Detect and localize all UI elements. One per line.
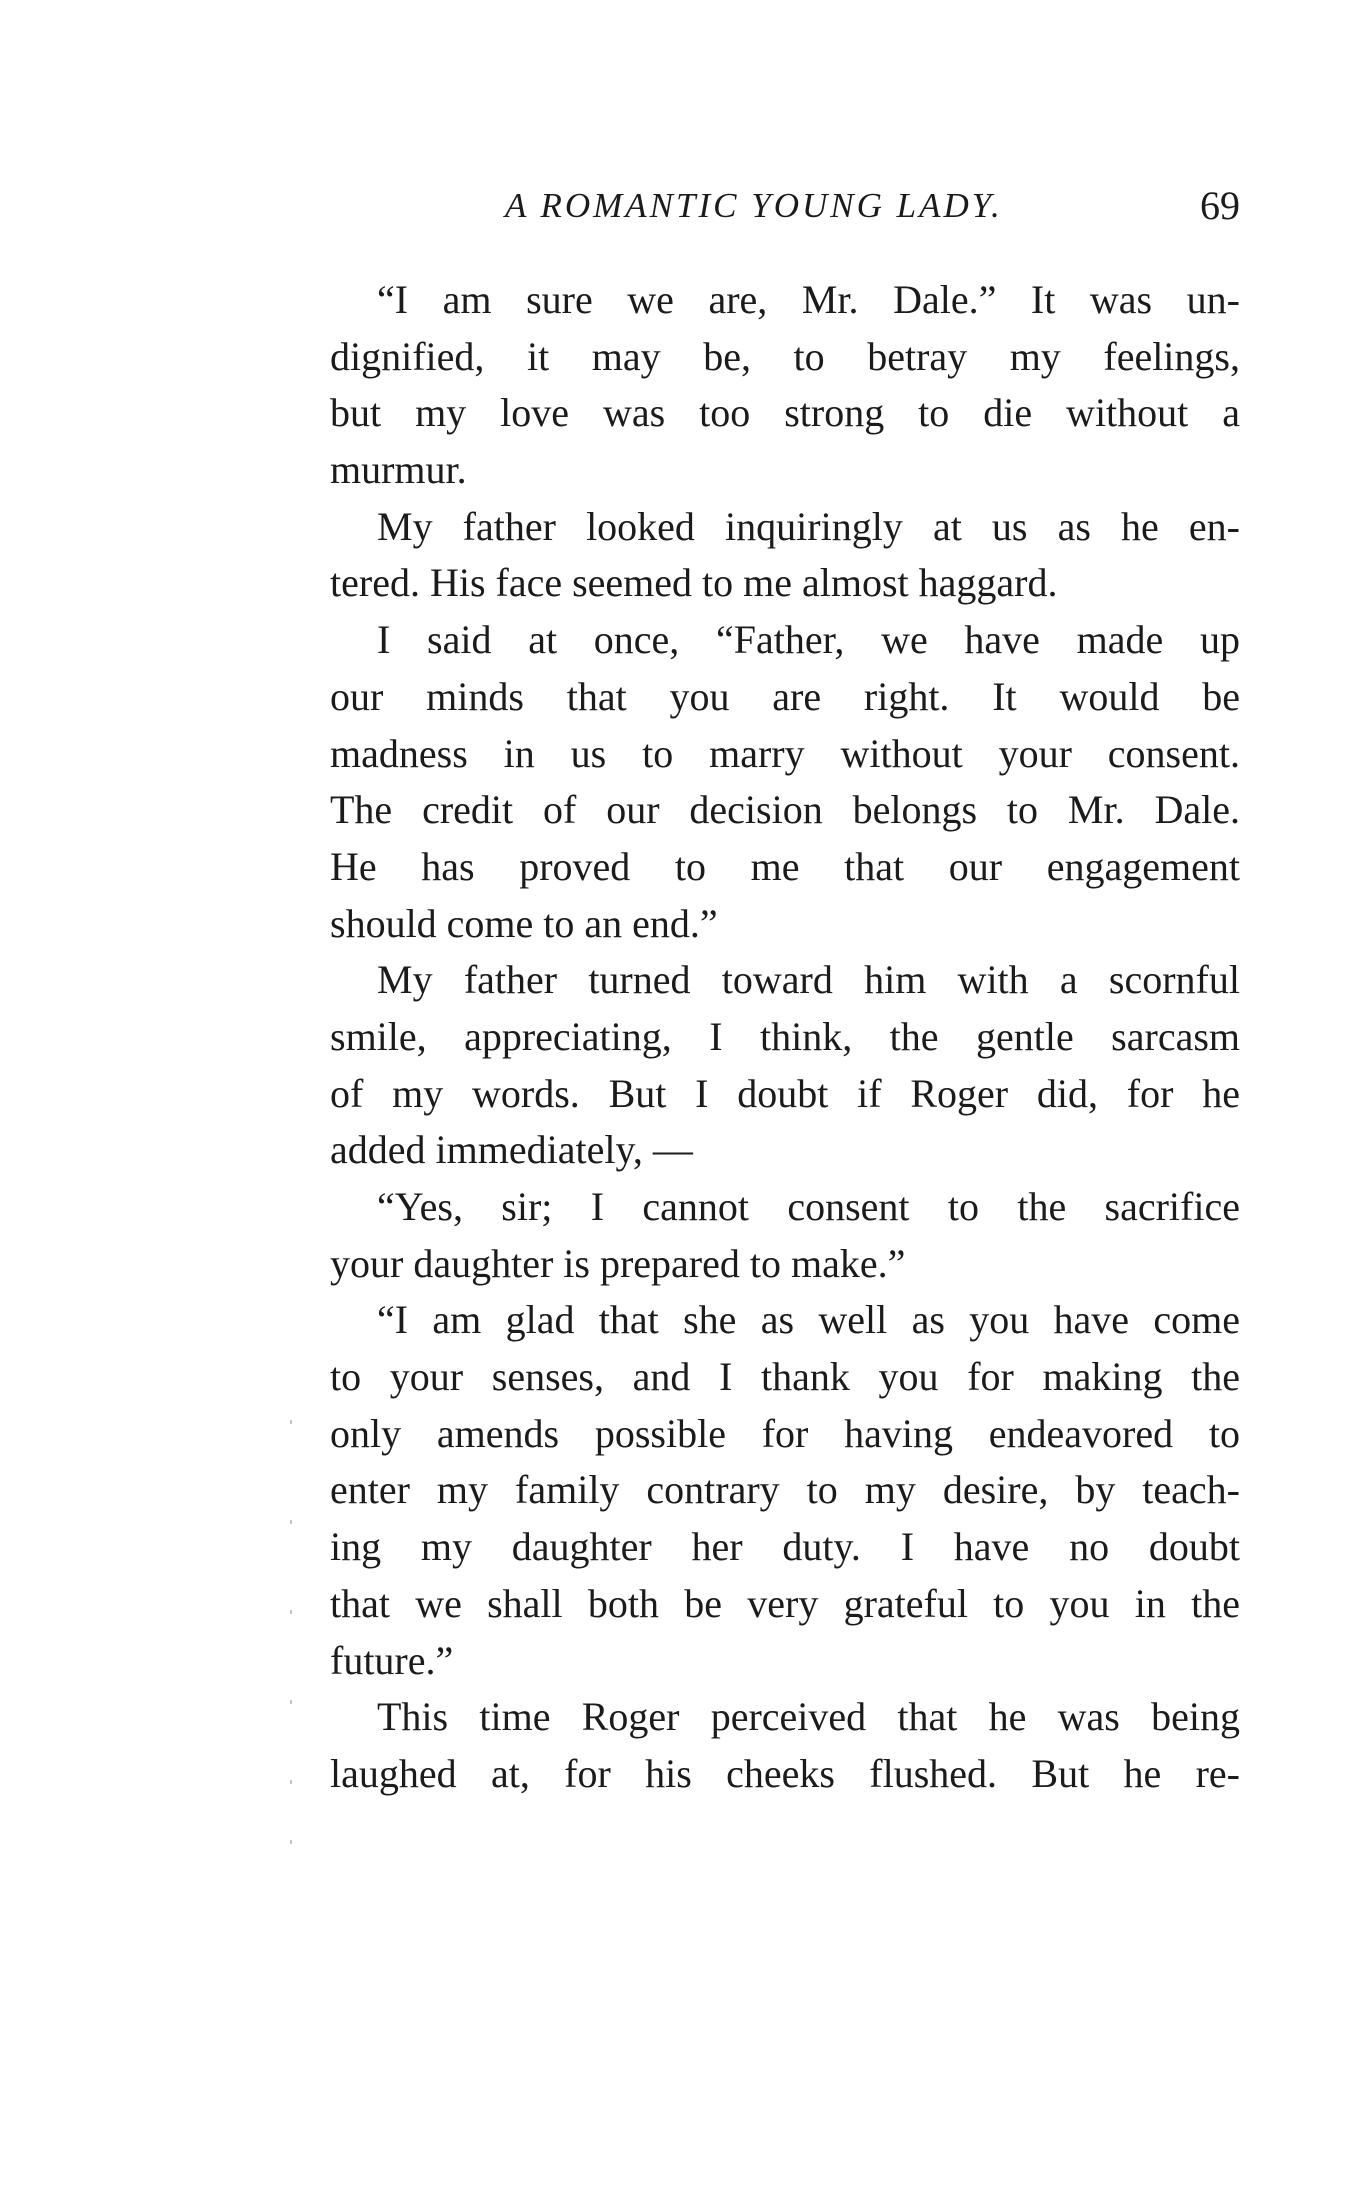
text-line: “Yes, sir; I cannot consent to the sacrifice <box>377 1184 1240 1229</box>
margin-specks <box>290 1400 296 1900</box>
paper-speck <box>290 1840 292 1844</box>
text-line: He has proved to me that our engagement <box>330 843 1240 889</box>
paper-speck <box>290 1700 292 1704</box>
paper-speck <box>290 1610 292 1614</box>
text-line: laughed at, for his cheeks flushed. But he re- <box>330 1750 1240 1796</box>
text-line: but my love was too strong to die without a <box>330 390 1240 436</box>
text-line: of my words. But I doubt if Roger did, for he <box>330 1070 1240 1116</box>
text-line: My father looked inquiringly at us as he en- <box>377 503 1240 549</box>
text-line: added immediately, — <box>330 1127 693 1173</box>
paper-speck <box>290 1420 292 1424</box>
text-line: should come to an end.” <box>330 900 718 946</box>
text-line: ing my daughter her duty. I have no doubt <box>330 1524 1240 1570</box>
text-line: to your senses, and I thank you for making the <box>330 1354 1240 1400</box>
running-title: A ROMANTIC YOUNG LADY. <box>505 186 1003 225</box>
body-text <box>330 272 1240 1803</box>
text-line: madness in us to marry without your consent. <box>330 730 1240 776</box>
text-line: tered. His face seemed to me almost haggard. <box>330 560 1058 606</box>
paper-speck <box>290 1780 292 1784</box>
text-line: “I am glad that she as well as you have come <box>377 1297 1240 1343</box>
text-line: smile, appreciating, I think, the gentle sarcasm <box>330 1013 1240 1059</box>
text-line: The credit of our decision belongs to Mr. Dale. <box>330 787 1240 833</box>
text-line: My father turned toward him with a scornful <box>377 957 1240 1003</box>
page-number: 69 <box>1200 183 1240 228</box>
running-head <box>330 183 1240 246</box>
text-line: This time Roger perceived that he was being <box>377 1694 1240 1740</box>
paper-speck <box>290 1520 292 1524</box>
text-line: our minds that you are right. It would be <box>330 673 1240 719</box>
text-line: that we shall both be very grateful to you in the <box>330 1580 1240 1626</box>
text-line: enter my family contrary to my desire, by teach- <box>330 1467 1240 1513</box>
text-line: murmur. <box>330 447 467 493</box>
text-line: I said at once, “Father, we have made up <box>377 617 1240 663</box>
text-line: only amends possible for having endeavored to <box>330 1410 1240 1456</box>
text-line: future.” <box>330 1637 454 1683</box>
text-line: “I am sure we are, Mr. Dale.” It was un- <box>377 277 1240 322</box>
text-line: dignified, it may be, to betray my feelings, <box>330 333 1240 379</box>
text-line: your daughter is prepared to make.” <box>330 1240 906 1286</box>
